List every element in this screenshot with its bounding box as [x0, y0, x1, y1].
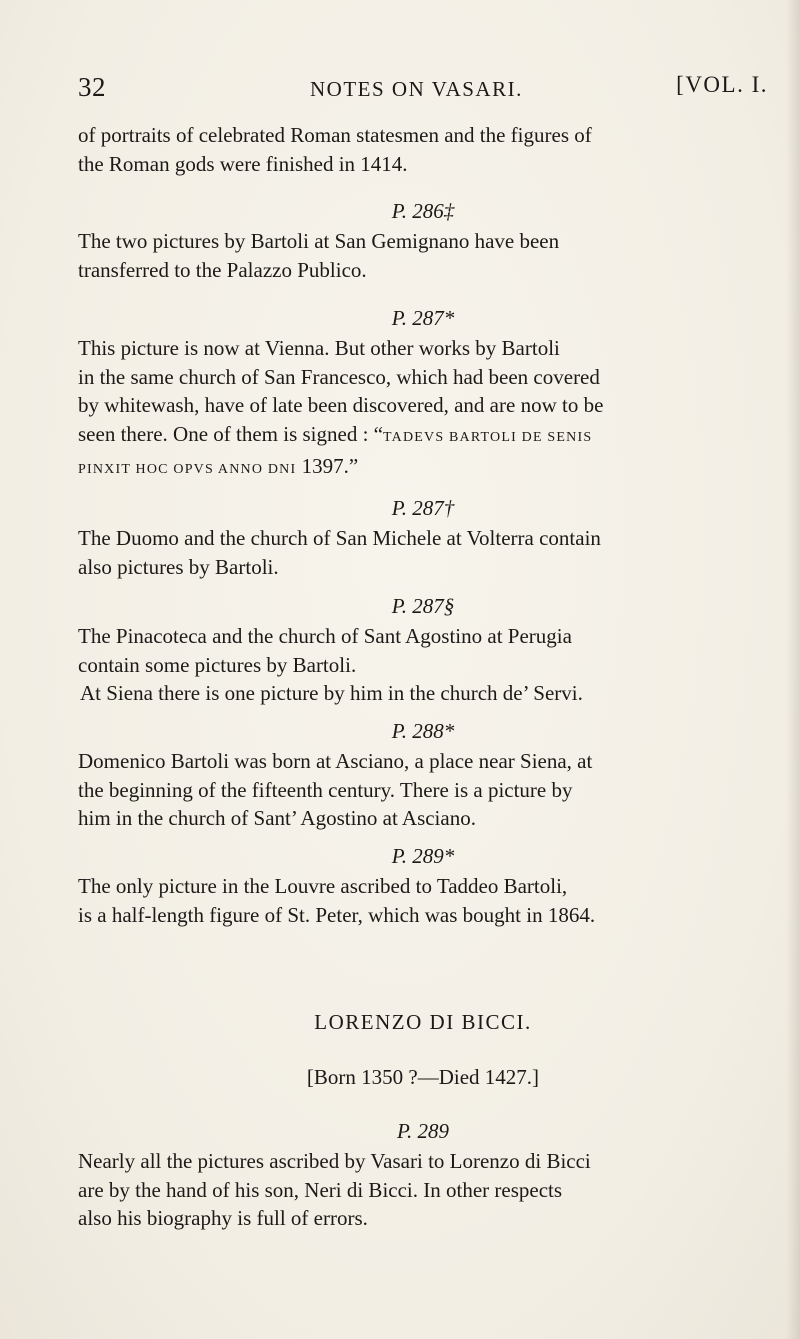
text-line: This picture is now at Vienna. But other works by Bartoli [78, 336, 560, 360]
text-line: 1397.” [296, 454, 359, 478]
page-header [78, 72, 768, 106]
text-line: in the same church of San Francesco, which had been covered [78, 364, 600, 389]
inscription-text: TADEVS BARTOLI DE SENIS [383, 429, 593, 445]
intro-paragraph [78, 121, 768, 178]
text-line: also his biography is full of errors. [78, 1206, 368, 1230]
inscription-text: PINXIT HOC OPVS ANNO DNI [78, 462, 297, 477]
note-heading: P. 288* [391, 719, 455, 743]
note-paragraph [78, 622, 768, 708]
text-line: are by the hand of his son, Neri di Bicci. In other respects [78, 1177, 563, 1202]
text-line: The two pictures by Bartoli at San Gemignano have been [78, 229, 560, 253]
text-line: him in the church of Sant’ Agostino at Asciano. [78, 806, 476, 830]
text-line: Domenico Bartoli was born at Asciano, a place near Siena, at [78, 749, 593, 773]
section-paragraph [78, 1147, 768, 1233]
section-title: LORENZO DI BICCI. [314, 1010, 532, 1034]
text-line: the beginning of the fifteenth century. There is a picture by [78, 777, 573, 802]
text-line: contain some pictures by Bartoli. [78, 652, 357, 677]
page-number: 32 [78, 72, 106, 102]
text-line: At Siena there is one picture by him in the church de’ Servi. [80, 681, 583, 705]
text-line: of portraits of celebrated Roman statesmen and the figures of [78, 123, 592, 147]
text-line: Nearly all the pictures ascribed by Vasari to Lorenzo di Bicci [78, 1149, 591, 1173]
note-heading: P. 287* [391, 306, 455, 330]
text-line: also pictures by Bartoli. [78, 554, 279, 579]
note-heading: P. 289 [396, 1119, 450, 1143]
text-line: by whitewash, have of late been discovered, and are now to be [78, 393, 604, 417]
running-head: NOTES ON VASARI. [310, 77, 523, 101]
note-heading: P. 286‡ [391, 199, 455, 223]
text-line: The Duomo and the church of San Michele at Volterra contain [78, 526, 601, 550]
note-paragraph [78, 334, 768, 485]
text-line: The only picture in the Louvre ascribed to Taddeo Bartoli, [78, 874, 568, 898]
note-heading: P. 289* [391, 844, 455, 868]
note-paragraph [78, 227, 768, 284]
volume-label: [VOL. I. [676, 72, 768, 97]
section-dates: [Born 1350 ?—Died 1427.] [306, 1065, 540, 1089]
note-paragraph [78, 524, 768, 581]
text-line: the Roman gods were finished in 1414. [78, 151, 408, 176]
text-line: is a half-length figure of St. Peter, which was bought in 1864. [78, 902, 596, 927]
page-edge-shadow [786, 0, 800, 1339]
text-line: transferred to the Palazzo Publico. [78, 257, 367, 282]
note-paragraph [78, 872, 768, 929]
note-heading: P. 287§ [391, 594, 455, 618]
text-line: The Pinacoteca and the church of Sant Agostino at Perugia [78, 624, 572, 648]
note-heading: P. 287† [391, 496, 455, 520]
text-line: seen there. One of them is signed : “ [78, 421, 383, 446]
note-paragraph [78, 747, 768, 833]
